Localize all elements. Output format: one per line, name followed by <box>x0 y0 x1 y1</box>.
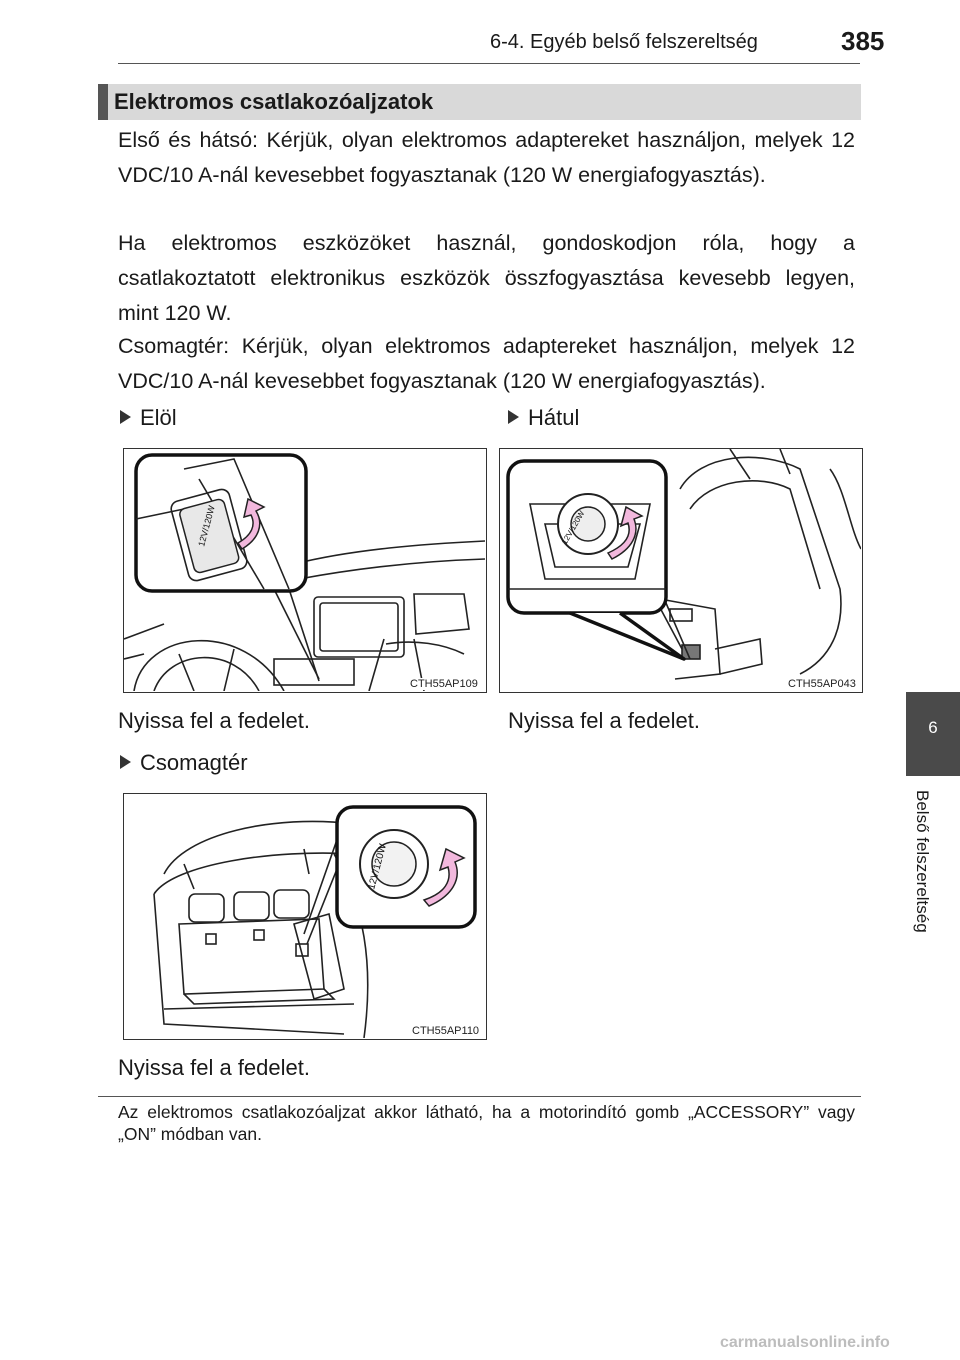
triangle-bullet-icon <box>508 410 519 424</box>
chapter-tab-number: 6 <box>928 718 938 737</box>
figure-code: CTH55AP110 <box>412 1025 480 1037</box>
paragraph-luggage: Csomagtér: Kérjük, olyan elektromos adaptereket használjon, melyek 12 VDC/10 A-nál kevesebbet fogyasztanak (120 W energiafogyasztás). <box>118 334 855 393</box>
bullet-front <box>120 405 177 431</box>
figure-code: CTH55AP109 <box>410 678 478 690</box>
watermark: carmanualsonline.info <box>720 1334 890 1351</box>
bullet-luggage-label: Csomagtér <box>140 750 248 775</box>
paragraph-total-consumption: Ha elektromos eszközöket használ, gondoskodjon róla, hogy a csatlakoztatott elektronikus eszközök összfogyasztása kevesebb legyen, mint 120 W. <box>118 231 855 325</box>
caption-rear: Nyissa fel a fedelet. <box>508 708 700 733</box>
luggage-socket-label: 12V/120W <box>366 842 389 891</box>
figure-code: CTH55AP043 <box>788 678 856 690</box>
bullet-luggage <box>120 750 248 776</box>
triangle-bullet-icon <box>120 755 131 769</box>
bullet-rear-label: Hátul <box>528 405 580 430</box>
caption-luggage: Nyissa fel a fedelet. <box>118 1055 310 1080</box>
caption-front: Nyissa fel a fedelet. <box>118 708 310 733</box>
front-socket-label: 12V/120W <box>196 504 217 548</box>
paragraph-front-rear: Első és hátsó: Kérjük, olyan elektromos adaptereket használjon, melyek 12 VDC/10 A-nál kevesebbet fogyasztanak (120 W energiafogyasztás). <box>118 128 855 187</box>
footnote-rule <box>98 1096 861 1097</box>
figure-front-socket <box>123 448 487 693</box>
figure-luggage-socket <box>123 793 487 1040</box>
triangle-bullet-icon <box>120 410 131 424</box>
chapter-title: 6-4. Egyéb belső felszereltség <box>490 31 758 53</box>
header-rule <box>118 63 860 64</box>
bullet-front-label: Elöl <box>140 405 177 430</box>
section-title: Elektromos csatlakozóaljzatok <box>114 89 434 114</box>
rear-socket-label: 12V/120W <box>559 509 587 546</box>
chapter-tab-label: Belső felszereltség <box>913 790 932 933</box>
bullet-rear <box>508 405 579 431</box>
footnote: Az elektromos csatlakozóaljzat akkor látható, ha a motorindító gomb „ACCESSORY” vagy „ON” módban van. <box>118 1102 855 1144</box>
rear-console-illustration <box>500 449 861 691</box>
figure-rear-socket <box>499 448 863 693</box>
page-number: 385 <box>841 26 885 56</box>
front-dashboard-illustration <box>124 449 485 691</box>
luggage-compartment-illustration <box>124 794 485 1038</box>
